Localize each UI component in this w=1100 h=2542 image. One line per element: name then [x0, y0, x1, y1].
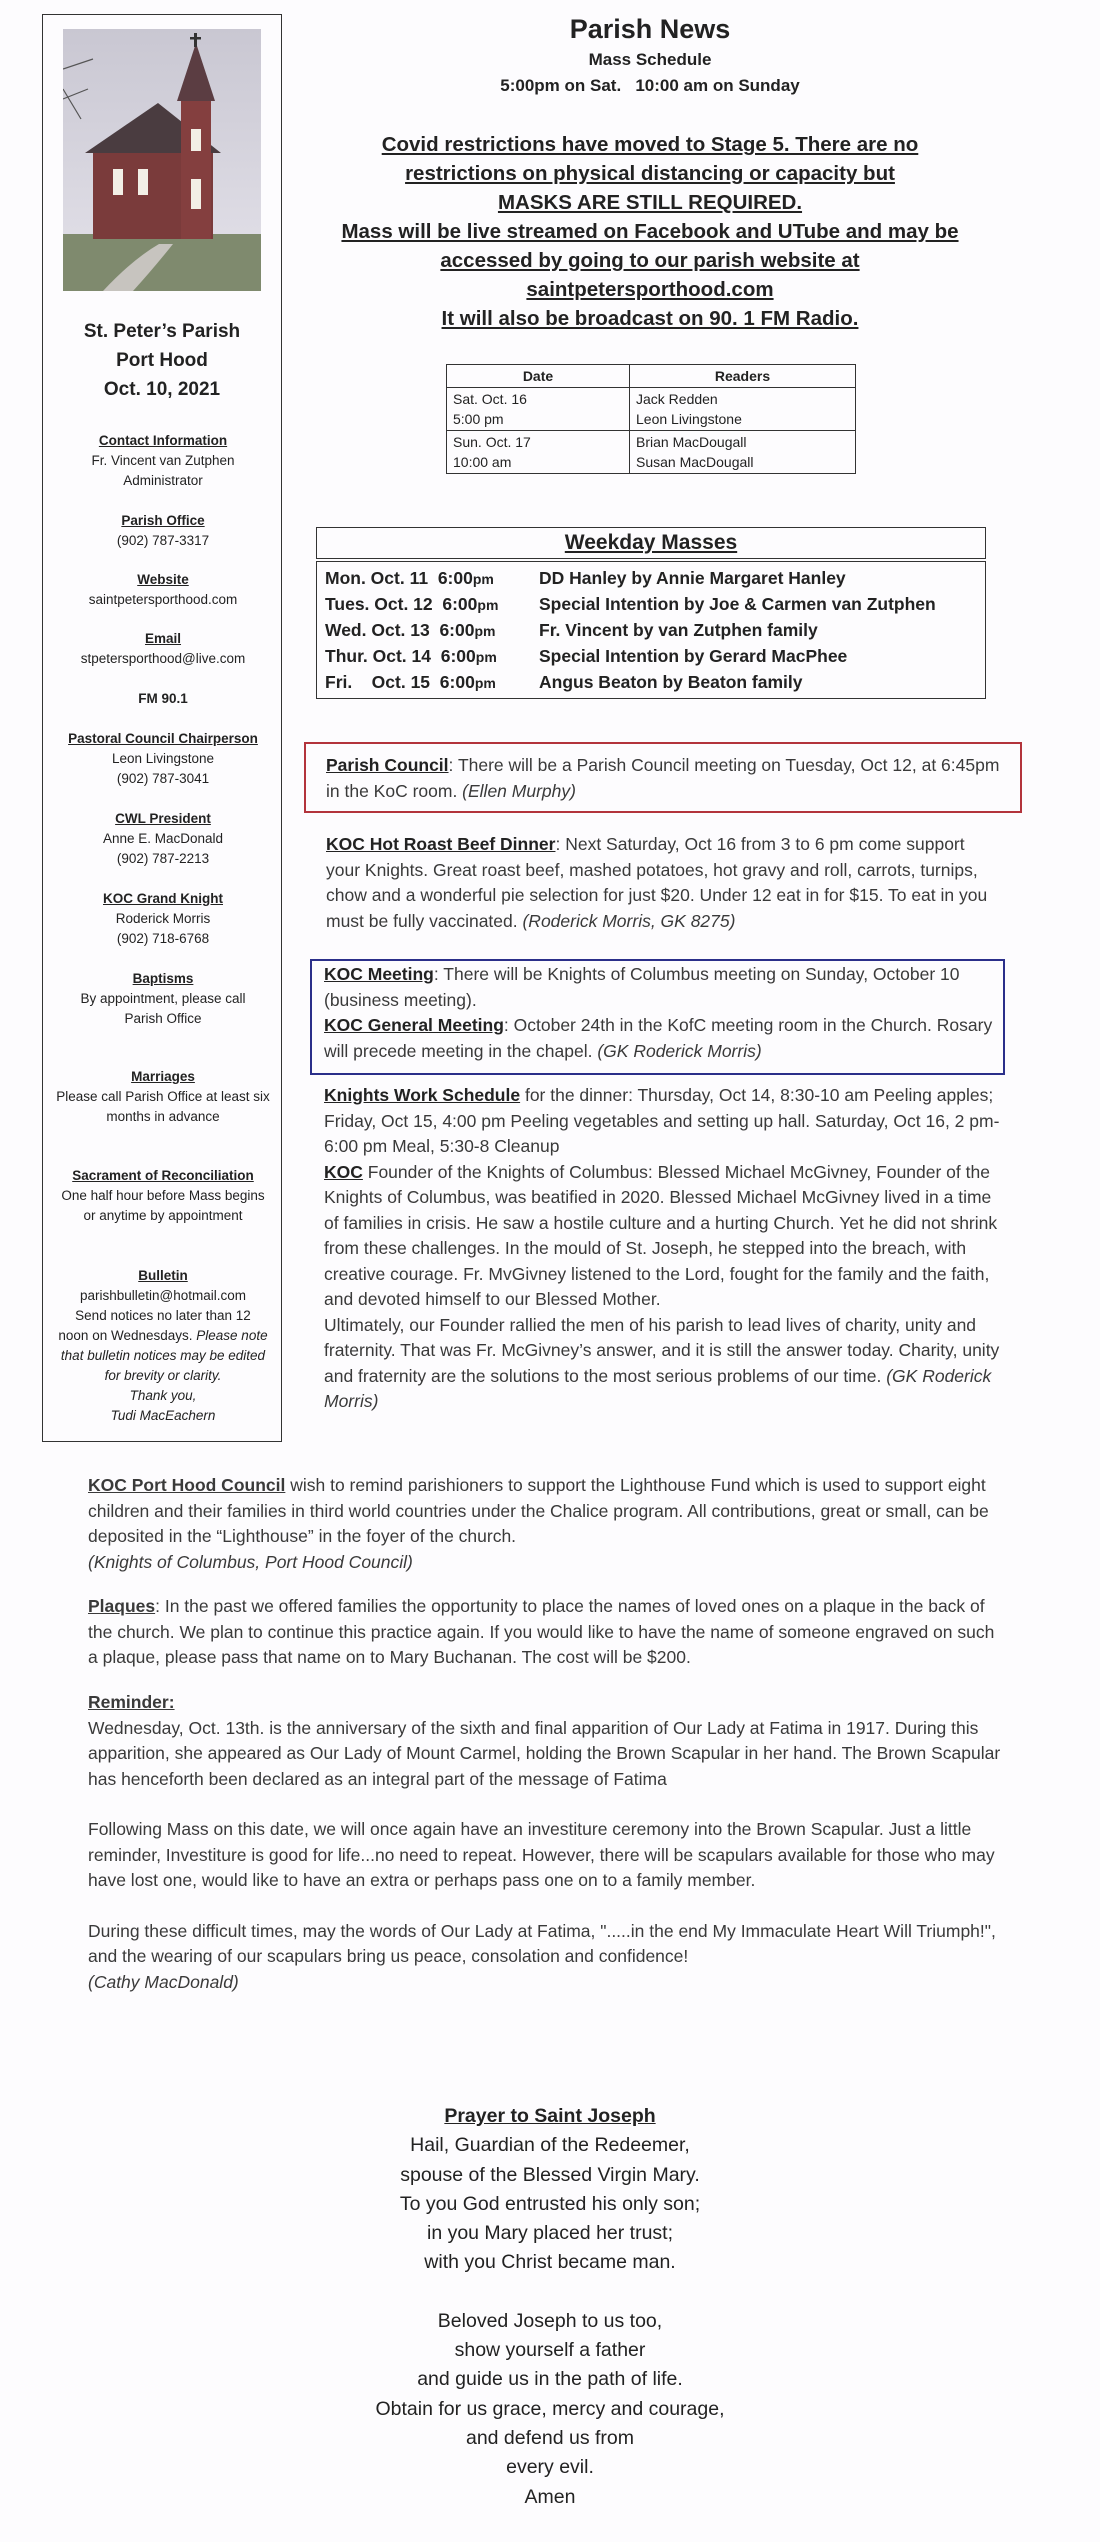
plaques-text: : In the past we offered families the opportunity to place the names of loved ones on a plaque in the back of the church. We plan to continue this practice again. If you would like to have the name of someone engraved on such a plaque, please pass that name on to Mary Buchanan. The cost will be $200. — [88, 1596, 995, 1667]
website-info — [37, 570, 289, 610]
parish-office — [37, 511, 289, 551]
bulletin-line2 — [37, 1326, 289, 1346]
reading-date — [447, 388, 630, 431]
page-title: Parish News — [569, 14, 731, 44]
bulletin-line6: Tudi MacEachern — [110, 1408, 216, 1423]
reading-day: Sat. Oct. 16 — [453, 391, 527, 407]
list-item — [325, 566, 977, 592]
parish-town: Port Hood — [116, 350, 208, 371]
contact-info — [37, 431, 289, 491]
prayer-line: and guide us in the path of life. — [417, 2368, 683, 2391]
bulletin-email[interactable]: parishbulletin@hotmail.com — [79, 1288, 247, 1303]
bulletin-line1: Send notices no later than 12 — [75, 1308, 251, 1323]
table-row — [447, 431, 856, 474]
bulletin-line2b: Please note — [196, 1328, 268, 1343]
koc-founder-heading: KOC — [324, 1161, 363, 1182]
prayer-line: Amen — [524, 2485, 576, 2508]
koc-gk-heading: KOC Grand Knight — [103, 891, 223, 906]
reminder-author: (Cathy MacDonald) — [88, 1971, 239, 1992]
date-column-header: Date — [447, 365, 630, 388]
bulletin-heading: Bulletin — [138, 1268, 188, 1283]
reminder-notice — [88, 1690, 1008, 1995]
knights-work-heading: Knights Work Schedule — [324, 1085, 521, 1105]
mass-day — [325, 644, 539, 670]
koc-gk-phone: (902) 718-6768 — [116, 931, 210, 946]
cwl-president — [37, 809, 289, 869]
mass-schedule-label: Mass Schedule — [588, 50, 712, 69]
plaques-heading: Plaques — [88, 1596, 156, 1616]
koc-general-meeting-author: (GK Roderick Morris) — [597, 1040, 762, 1061]
koc-general-meeting-heading: KOC General Meeting — [324, 1015, 504, 1035]
reminder-paragraph: During these difficult times, may the words of Our Lady at Fatima, ".....in the end My Immaculate Heart Will Triumph!", and the wearing of our scapulars bring us peace, consolation and confidence! — [88, 1920, 996, 1966]
contact-name: Fr. Vincent van Zutphen — [91, 453, 235, 468]
mass-time: 6:00 — [437, 568, 473, 588]
reader-name: Susan MacDougall — [636, 454, 754, 470]
prayer-line: with you Christ became man. — [424, 2251, 676, 2274]
mass-day — [325, 670, 539, 696]
parish-council-text: : There will be a Parish Council meeting on Tuesday, Oct 12, at 6:45pm in the KoC room. — [326, 755, 1000, 801]
pastoral-phone: (902) 787-3041 — [116, 771, 210, 786]
parish-council-author: (Ellen Murphy) — [462, 780, 576, 801]
reading-date — [447, 431, 630, 474]
plaques-notice — [88, 1594, 1008, 1671]
reading-readers — [630, 431, 856, 474]
koc-meeting-notice — [324, 962, 999, 1064]
mass-intention: DD Hanley by Annie Margaret Hanley — [539, 568, 846, 588]
marriages-info — [37, 1067, 289, 1127]
website-heading: Website — [137, 572, 189, 587]
mass-time: 6:00 — [442, 594, 478, 614]
mass-pm: pm — [477, 597, 499, 613]
koc-general-meeting-text: : October 24th in the KofC meeting room in the Church. Rosary will precede meeting in the chapel. — [324, 1015, 993, 1061]
reader-name: Brian MacDougall — [636, 434, 747, 450]
mass-intention: Angus Beaton by Beaton family — [539, 672, 803, 692]
mass-date: Thur. Oct. 14 — [325, 646, 431, 666]
list-item — [325, 618, 977, 644]
mass-pm: pm — [472, 571, 494, 587]
bulletin-line2a: noon on Wednesdays. — [58, 1328, 193, 1343]
koc-meeting-text: : There will be Knights of Columbus meeting on Sunday, October 10 (business meeting). — [324, 964, 960, 1010]
mass-date: Mon. Oct. 11 — [325, 568, 429, 588]
parish-council-notice — [326, 753, 1016, 804]
prayer-line: Hail, Guardian of the Redeemer, — [410, 2134, 690, 2157]
office-phone: (902) 787-3317 — [116, 533, 210, 548]
radio-info: FM 90.1 — [138, 691, 188, 706]
mass-date: Wed. Oct. 13 — [325, 620, 430, 640]
koc-dinner-heading: KOC Hot Roast Beef Dinner — [326, 834, 556, 854]
mass-time: 6:00 — [440, 646, 476, 666]
lighthouse-author: (Knights of Columbus, Port Hood Council) — [88, 1551, 413, 1572]
lighthouse-heading: KOC Port Hood Council — [88, 1475, 286, 1495]
koc-gk-name: Roderick Morris — [115, 911, 211, 926]
marriages-line2: months in advance — [106, 1109, 220, 1124]
bulletin-info — [37, 1266, 289, 1426]
cwl-heading: CWL President — [115, 811, 211, 826]
pastoral-name: Leon Livingstone — [111, 751, 215, 766]
koc-founder-text: Founder of the Knights of Columbus: Blessed Michael McGivney, Founder of the Knights of Columbus, was beatified in 2020. Blessed Michael McGivney lived in a time of families in crisis. He saw a hostile culture and a hurting Church. Yet he did not shrink from these challenges. In the mould of St. Joseph, he stepped into the breach, with creative courage. Fr. MvGivney listened to the Lord, fought for the family and the faith, and devoted himself to our Blessed Mother. — [324, 1161, 998, 1309]
lighthouse-notice — [88, 1473, 1008, 1575]
reminder-paragraph: Following Mass on this date, we will once again have an investiture ceremony into the Brown Scapular. Just a little reminder, Investiture is good for life...no need to repeat. However, there will be scapulars available for those who may have lost one, would like to have an extra or perhaps pass one on to a family member. — [88, 1819, 995, 1890]
cwl-name: Anne E. MacDonald — [102, 831, 224, 846]
mass-pm: pm — [474, 675, 496, 691]
mass-intention: Special Intention by Gerard MacPhee — [539, 646, 848, 666]
lighthouse-text: wish to remind parishioners to support the Lighthouse Fund which is used to support eight children and their families in third world countries under the Chalice program. All contributions, great or small, can be deposited in the “Lighthouse” in the foyer of the church. — [88, 1475, 989, 1546]
email-info — [37, 629, 289, 669]
website-link[interactable]: saintpetersporthood.com — [88, 592, 238, 607]
covid-line: restrictions on physical distancing or capacity but — [405, 162, 895, 185]
bulletin-date: Oct. 10, 2021 — [103, 379, 221, 400]
church-photo — [63, 29, 261, 291]
bulletin-line3: that bulletin notices may be edited — [60, 1348, 266, 1363]
marriages-line1: Please call Parish Office at least six — [56, 1089, 270, 1104]
weekday-masses-title: Weekday Masses — [316, 527, 986, 559]
reader-name: Jack Redden — [636, 391, 718, 407]
weekday-masses-list — [316, 561, 986, 699]
covid-line: Covid restrictions have moved to Stage 5. There are no — [381, 133, 919, 156]
contact-heading: Contact Information — [98, 433, 228, 448]
covid-line: saintpetersporthood.com — [526, 278, 774, 301]
reconciliation-info — [37, 1166, 289, 1226]
readers-column-header: Readers — [630, 365, 856, 388]
mass-day — [325, 566, 539, 592]
koc-grand-knight — [37, 889, 289, 949]
pastoral-council — [37, 729, 289, 789]
mass-time: 6:00 — [439, 672, 475, 692]
reader-name: Leon Livingstone — [636, 411, 742, 427]
pastoral-heading: Pastoral Council Chairperson — [68, 731, 258, 746]
sidebar — [42, 14, 282, 1442]
covid-line: Mass will be live streamed on Facebook and UTube and may be — [341, 220, 959, 243]
mass-date: Fri. Oct. 15 — [325, 672, 431, 692]
prayer-line: To you God entrusted his only son; — [399, 2192, 701, 2215]
list-item — [325, 644, 977, 670]
list-item — [325, 592, 977, 618]
reconciliation-line2: or anytime by appointment — [83, 1208, 243, 1223]
reading-readers — [630, 388, 856, 431]
mass-intention: Special Intention by Joe & Carmen van Zutphen — [539, 594, 936, 614]
prayer-line: Obtain for us grace, mercy and courage, — [375, 2397, 725, 2420]
mass-time: 6:00 — [439, 620, 475, 640]
marriages-heading: Marriages — [131, 1069, 195, 1084]
baptisms-heading: Baptisms — [132, 971, 194, 986]
koc-founder-author: (GK Roderick Morris) — [324, 1365, 992, 1411]
koc-dinner-notice — [326, 832, 996, 934]
reading-time: 10:00 am — [453, 454, 512, 470]
table-header-row — [447, 365, 856, 388]
parish-name: St. Peter’s Parish — [83, 321, 241, 342]
email-heading: Email — [144, 631, 182, 646]
mass-schedule-times: 5:00pm on Sat. 10:00 am on Sunday — [500, 76, 800, 95]
mass-date: Tues. Oct. 12 — [325, 594, 433, 614]
koc-dinner-text: : Next Saturday, Oct 16 from 3 to 6 pm come support your Knights. Great roast beef, mashed potatoes, hot gravy and roll, carrots, turnips, chow and a wonderful pie selection for just $20. Under 12 eat in for $15. To eat in you must be fully vaccinated. — [326, 834, 988, 931]
covid-line: accessed by going to our parish website at — [440, 249, 860, 272]
prayer-line: in you Mary placed her trust; — [426, 2222, 674, 2245]
mass-day — [325, 592, 539, 618]
prayer-line: show yourself a father — [454, 2339, 646, 2362]
prayer-line: spouse of the Blessed Virgin Mary. — [400, 2163, 700, 2186]
bulletin-line5: Thank you, — [129, 1388, 197, 1403]
email-link[interactable]: stpetersporthood@live.com — [80, 651, 246, 666]
koc-meeting-heading: KOC Meeting — [324, 964, 434, 984]
baptisms-line1: By appointment, please call — [80, 991, 246, 1006]
koc-dinner-author: (Roderick Morris, GK 8275) — [522, 910, 736, 931]
baptisms-line2: Parish Office — [124, 1011, 202, 1026]
office-heading: Parish Office — [121, 513, 205, 528]
mass-day — [325, 618, 539, 644]
knights-work-text: for the dinner: Thursday, Oct 14, 8:30-10 am Peeling apples; Friday, Oct 15, 4:00 pm Peeling vegetables and setting up hall. Saturday, Oct 16, 2 pm-6:00 pm Meal, 5:30-8 Cleanup — [324, 1085, 1000, 1156]
reminder-heading: Reminder: — [88, 1692, 175, 1712]
prayer-line: every evil. — [506, 2456, 594, 2479]
prayer-line: Beloved Joseph to us too, — [437, 2309, 663, 2332]
parish-council-heading: Parish Council — [326, 755, 449, 775]
covid-line: MASKS ARE STILL REQUIRED. — [497, 191, 803, 214]
mass-pm: pm — [475, 649, 497, 665]
contact-role: Administrator — [123, 473, 203, 488]
reading-time: 5:00 pm — [453, 411, 504, 427]
covid-line: It will also be broadcast on 90. 1 FM Radio. — [441, 307, 859, 330]
knights-work-notice — [324, 1083, 1004, 1415]
prayer-to-saint-joseph — [250, 2102, 850, 2512]
reminder-paragraph: Wednesday, Oct. 13th. is the anniversary of the sixth and final apparition of Our Lady at Fatima in 1917. During this apparition, she appeared as Our Lady of Mount Carmel, holding the Brown Scapular in her hand. The Brown Scapular has henceforth been declared as an integral part of the message of Fatima — [88, 1717, 1001, 1789]
reconciliation-heading: Sacrament of Reconciliation — [72, 1168, 254, 1183]
list-item — [325, 670, 977, 696]
cwl-phone: (902) 787-2213 — [116, 851, 210, 866]
reading-day: Sun. Oct. 17 — [453, 434, 531, 450]
baptisms-info — [37, 969, 289, 1029]
readers-table — [446, 364, 856, 474]
mass-pm: pm — [474, 623, 496, 639]
bulletin-line4: for brevity or clarity. — [104, 1368, 222, 1383]
prayer-title: Prayer to Saint Joseph — [444, 2105, 656, 2127]
table-row — [447, 388, 856, 431]
prayer-line: and defend us from — [465, 2426, 635, 2449]
mass-intention: Fr. Vincent by van Zutphen family — [539, 620, 818, 640]
reconciliation-line1: One half hour before Mass begins — [61, 1188, 265, 1203]
koc-founder-text2: Ultimately, our Founder rallied the men of his parish to lead lives of charity, unity and fraternity. That was Fr. McGivney’s answer, and it is still the answer today. Charity, unity and fraternity are the solutions to the most serious problems of our time. — [324, 1314, 1000, 1386]
covid-notice — [320, 130, 980, 333]
